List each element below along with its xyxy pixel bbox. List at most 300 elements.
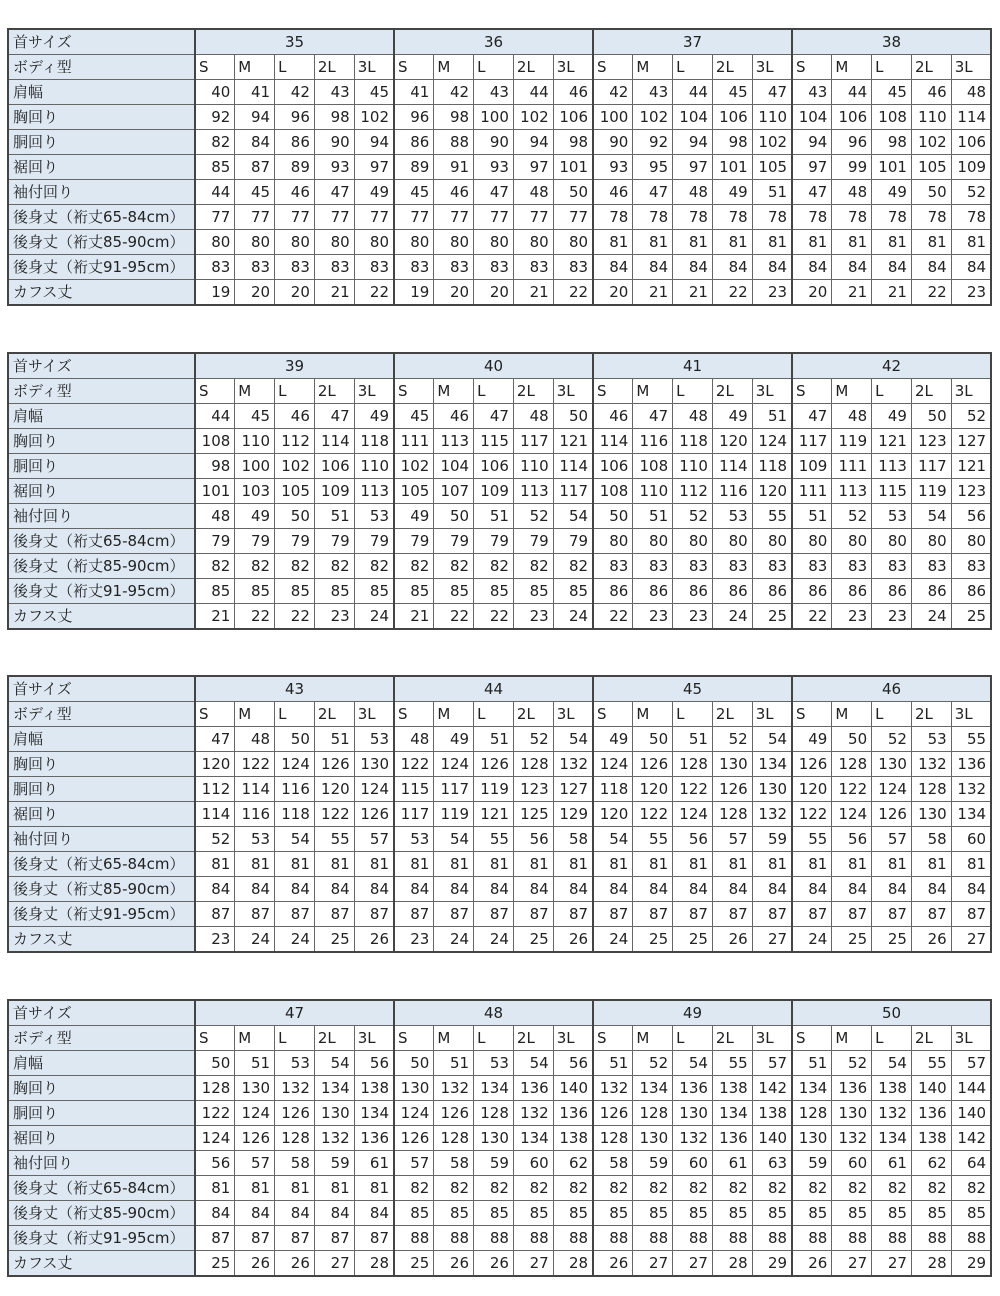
- measurement-value: 82: [434, 554, 474, 579]
- measurement-value: 51: [752, 180, 792, 205]
- body-type-label: ボディ型: [8, 379, 195, 404]
- body-type-cell: 3L: [951, 1026, 991, 1051]
- measurement-value: 79: [354, 529, 394, 554]
- measurement-row: [8, 504, 991, 529]
- measurement-label: 後身丈（裄丈65-84cm）: [8, 852, 195, 877]
- measurement-value: 55: [314, 827, 354, 852]
- measurement-value: 120: [195, 752, 235, 777]
- measurement-value: 29: [752, 1251, 792, 1277]
- measurement-value: 81: [832, 852, 872, 877]
- measurement-row: [8, 1226, 991, 1251]
- measurement-value: 49: [394, 504, 434, 529]
- measurement-value: 23: [673, 604, 713, 630]
- measurement-value: 27: [752, 927, 792, 953]
- measurement-label: 胴回り: [8, 130, 195, 155]
- measurement-row: [8, 1201, 991, 1226]
- measurement-label: 肩幅: [8, 1051, 195, 1076]
- measurement-value: 20: [275, 280, 315, 306]
- measurement-value: 81: [911, 230, 951, 255]
- body-type-cell: 2L: [911, 1026, 951, 1051]
- measurement-value: 110: [752, 105, 792, 130]
- measurement-value: 82: [474, 1176, 514, 1201]
- measurement-value: 81: [314, 1176, 354, 1201]
- measurement-value: 82: [354, 554, 394, 579]
- measurement-value: 60: [951, 827, 991, 852]
- measurement-value: 84: [434, 877, 474, 902]
- measurement-value: 22: [792, 604, 832, 630]
- measurement-value: 23: [752, 280, 792, 306]
- measurement-value: 128: [712, 802, 752, 827]
- measurement-value: 116: [235, 802, 275, 827]
- measurement-value: 104: [434, 454, 474, 479]
- neck-size-label: 首サイズ: [8, 676, 195, 702]
- measurement-value: 136: [553, 1101, 593, 1126]
- measurement-value: 132: [752, 802, 792, 827]
- measurement-value: 81: [275, 852, 315, 877]
- measurement-value: 50: [394, 1051, 434, 1076]
- measurement-value: 81: [513, 852, 553, 877]
- measurement-value: 107: [434, 479, 474, 504]
- measurement-row: [8, 1101, 991, 1126]
- measurement-value: 85: [434, 579, 474, 604]
- measurement-value: 126: [314, 752, 354, 777]
- measurement-value: 58: [275, 1151, 315, 1176]
- measurement-value: 117: [394, 802, 434, 827]
- measurement-value: 23: [195, 927, 235, 953]
- measurement-label: 胸回り: [8, 752, 195, 777]
- measurement-value: 51: [474, 504, 514, 529]
- body-type-cell: L: [872, 1026, 912, 1051]
- measurement-value: 87: [474, 902, 514, 927]
- measurement-value: 61: [712, 1151, 752, 1176]
- measurement-value: 21: [195, 604, 235, 630]
- measurement-value: 114: [314, 429, 354, 454]
- measurement-value: 97: [513, 155, 553, 180]
- measurement-value: 78: [752, 205, 792, 230]
- measurement-value: 54: [275, 827, 315, 852]
- measurement-value: 136: [911, 1101, 951, 1126]
- measurement-value: 24: [593, 927, 633, 953]
- measurement-value: 93: [474, 155, 514, 180]
- body-type-cell: M: [633, 55, 673, 80]
- body-type-cell: 2L: [712, 379, 752, 404]
- measurement-value: 138: [354, 1076, 394, 1101]
- measurement-value: 19: [195, 280, 235, 306]
- neck-size-header: 49: [593, 1000, 792, 1026]
- measurement-value: 84: [394, 877, 434, 902]
- measurement-value: 24: [275, 927, 315, 953]
- body-type-label: ボディ型: [8, 55, 195, 80]
- measurement-value: 126: [434, 1101, 474, 1126]
- measurement-row: [8, 877, 991, 902]
- neck-size-header: 36: [394, 29, 593, 55]
- measurement-value: 110: [633, 479, 673, 504]
- measurement-value: 111: [394, 429, 434, 454]
- measurement-value: 134: [752, 752, 792, 777]
- measurement-value: 83: [275, 255, 315, 280]
- body-type-cell: L: [474, 702, 514, 727]
- neck-size-header: 43: [195, 676, 394, 702]
- measurement-value: 84: [195, 877, 235, 902]
- measurement-value: 124: [434, 752, 474, 777]
- measurement-value: 81: [633, 230, 673, 255]
- measurement-value: 55: [951, 727, 991, 752]
- neck-size-header: 35: [195, 29, 394, 55]
- measurement-value: 20: [792, 280, 832, 306]
- measurement-value: 83: [752, 554, 792, 579]
- measurement-value: 49: [872, 180, 912, 205]
- neck-size-header: 48: [394, 1000, 593, 1026]
- measurement-value: 78: [673, 205, 713, 230]
- measurement-value: 77: [235, 205, 275, 230]
- measurement-value: 128: [633, 1101, 673, 1126]
- measurement-value: 120: [633, 777, 673, 802]
- measurement-value: 85: [872, 1201, 912, 1226]
- measurement-value: 24: [235, 927, 275, 953]
- measurement-value: 84: [513, 877, 553, 902]
- measurement-value: 81: [434, 852, 474, 877]
- measurement-value: 44: [673, 80, 713, 105]
- measurement-value: 81: [712, 852, 752, 877]
- measurement-value: 117: [553, 479, 593, 504]
- measurement-value: 88: [553, 1226, 593, 1251]
- measurement-value: 47: [314, 404, 354, 429]
- measurement-value: 83: [394, 255, 434, 280]
- measurement-value: 44: [832, 80, 872, 105]
- measurement-value: 105: [275, 479, 315, 504]
- measurement-value: 116: [712, 479, 752, 504]
- measurement-value: 49: [593, 727, 633, 752]
- measurement-value: 87: [752, 902, 792, 927]
- body-type-cell: M: [633, 379, 673, 404]
- measurement-value: 117: [911, 454, 951, 479]
- measurement-value: 52: [832, 1051, 872, 1076]
- body-type-cell: M: [434, 1026, 474, 1051]
- measurement-value: 78: [872, 205, 912, 230]
- measurement-value: 123: [951, 479, 991, 504]
- measurement-value: 46: [275, 180, 315, 205]
- measurement-value: 114: [951, 105, 991, 130]
- measurement-value: 128: [832, 752, 872, 777]
- measurement-row: [8, 604, 991, 630]
- measurement-label: 後身丈（裄丈65-84cm）: [8, 205, 195, 230]
- measurement-value: 81: [951, 852, 991, 877]
- measurement-value: 81: [235, 852, 275, 877]
- measurement-value: 132: [434, 1076, 474, 1101]
- measurement-value: 26: [792, 1251, 832, 1277]
- measurement-value: 100: [593, 105, 633, 130]
- measurement-label: 後身丈（裄丈85-90cm）: [8, 554, 195, 579]
- measurement-value: 45: [394, 404, 434, 429]
- body-type-cell: S: [792, 55, 832, 80]
- body-type-label: ボディ型: [8, 702, 195, 727]
- measurement-value: 136: [951, 752, 991, 777]
- measurement-value: 82: [593, 1176, 633, 1201]
- body-type-cell: L: [673, 1026, 713, 1051]
- measurement-value: 92: [195, 105, 235, 130]
- measurement-value: 44: [195, 180, 235, 205]
- measurement-value: 118: [752, 454, 792, 479]
- measurement-value: 100: [235, 454, 275, 479]
- measurement-value: 126: [235, 1126, 275, 1151]
- measurement-value: 78: [951, 205, 991, 230]
- body-type-cell: S: [593, 379, 633, 404]
- measurement-value: 124: [673, 802, 713, 827]
- measurement-value: 21: [832, 280, 872, 306]
- measurement-value: 43: [474, 80, 514, 105]
- body-type-cell: 3L: [553, 702, 593, 727]
- measurement-value: 82: [434, 1176, 474, 1201]
- measurement-value: 41: [394, 80, 434, 105]
- measurement-value: 119: [434, 802, 474, 827]
- measurement-value: 20: [474, 280, 514, 306]
- measurement-value: 108: [633, 454, 673, 479]
- measurement-value: 80: [434, 230, 474, 255]
- measurement-value: 80: [872, 529, 912, 554]
- measurement-value: 27: [872, 1251, 912, 1277]
- measurement-value: 25: [394, 1251, 434, 1277]
- measurement-value: 99: [832, 155, 872, 180]
- measurement-label: 袖付回り: [8, 504, 195, 529]
- body-type-cell: S: [394, 1026, 434, 1051]
- measurement-value: 85: [712, 1201, 752, 1226]
- measurement-value: 84: [314, 877, 354, 902]
- measurement-value: 56: [673, 827, 713, 852]
- measurement-value: 61: [872, 1151, 912, 1176]
- measurement-value: 84: [195, 1201, 235, 1226]
- measurement-label: 裾回り: [8, 479, 195, 504]
- measurement-row: [8, 1251, 991, 1277]
- size-table: [7, 352, 992, 630]
- measurement-value: 117: [434, 777, 474, 802]
- measurement-value: 23: [513, 604, 553, 630]
- measurement-value: 98: [314, 105, 354, 130]
- measurement-row: [8, 454, 991, 479]
- body-type-cell: S: [593, 1026, 633, 1051]
- measurement-value: 79: [474, 529, 514, 554]
- measurement-value: 122: [633, 802, 673, 827]
- body-type-cell: 3L: [951, 55, 991, 80]
- measurement-value: 50: [195, 1051, 235, 1076]
- measurement-value: 113: [513, 479, 553, 504]
- measurement-value: 128: [474, 1101, 514, 1126]
- measurement-value: 27: [951, 927, 991, 953]
- measurement-value: 77: [513, 205, 553, 230]
- measurement-value: 118: [673, 429, 713, 454]
- measurement-value: 87: [593, 902, 633, 927]
- measurement-value: 81: [872, 852, 912, 877]
- body-type-cell: 3L: [354, 55, 394, 80]
- body-type-cell: L: [275, 55, 315, 80]
- measurement-value: 46: [553, 80, 593, 105]
- measurement-value: 85: [195, 579, 235, 604]
- measurement-value: 55: [792, 827, 832, 852]
- measurement-value: 130: [354, 752, 394, 777]
- measurement-value: 85: [553, 579, 593, 604]
- measurement-value: 124: [275, 752, 315, 777]
- measurement-value: 57: [951, 1051, 991, 1076]
- measurement-value: 57: [712, 827, 752, 852]
- size-table: [7, 675, 992, 953]
- measurement-value: 80: [275, 230, 315, 255]
- measurement-value: 48: [673, 180, 713, 205]
- measurement-value: 84: [752, 877, 792, 902]
- measurement-value: 21: [633, 280, 673, 306]
- measurement-value: 84: [354, 877, 394, 902]
- measurement-value: 22: [235, 604, 275, 630]
- measurement-value: 52: [513, 727, 553, 752]
- measurement-value: 88: [951, 1226, 991, 1251]
- measurement-value: 85: [792, 1201, 832, 1226]
- measurement-value: 136: [832, 1076, 872, 1101]
- measurement-value: 50: [633, 727, 673, 752]
- measurement-value: 50: [275, 727, 315, 752]
- measurement-value: 86: [792, 579, 832, 604]
- measurement-value: 127: [553, 777, 593, 802]
- measurement-value: 80: [553, 230, 593, 255]
- measurement-value: 132: [951, 777, 991, 802]
- measurement-value: 77: [354, 205, 394, 230]
- measurement-value: 128: [593, 1126, 633, 1151]
- measurement-value: 49: [354, 404, 394, 429]
- measurement-value: 80: [792, 529, 832, 554]
- measurement-value: 81: [354, 852, 394, 877]
- measurement-value: 50: [553, 404, 593, 429]
- measurement-value: 85: [314, 579, 354, 604]
- measurement-row: [8, 1076, 991, 1101]
- measurement-value: 84: [593, 255, 633, 280]
- measurement-value: 123: [513, 777, 553, 802]
- measurement-value: 55: [911, 1051, 951, 1076]
- measurement-label: 裾回り: [8, 155, 195, 180]
- measurement-value: 101: [712, 155, 752, 180]
- measurement-value: 83: [354, 255, 394, 280]
- measurement-value: 115: [872, 479, 912, 504]
- measurement-value: 84: [911, 255, 951, 280]
- measurement-value: 132: [832, 1126, 872, 1151]
- measurement-value: 81: [673, 852, 713, 877]
- measurement-value: 80: [633, 529, 673, 554]
- measurement-value: 49: [712, 180, 752, 205]
- measurement-value: 50: [911, 404, 951, 429]
- measurement-label: 胸回り: [8, 1076, 195, 1101]
- neck-size-header: 45: [593, 676, 792, 702]
- measurement-value: 56: [354, 1051, 394, 1076]
- measurement-value: 28: [354, 1251, 394, 1277]
- measurement-value: 25: [513, 927, 553, 953]
- measurement-value: 82: [513, 554, 553, 579]
- body-type-cell: 2L: [513, 55, 553, 80]
- measurement-value: 85: [673, 1201, 713, 1226]
- measurement-value: 78: [633, 205, 673, 230]
- measurement-value: 43: [314, 80, 354, 105]
- measurement-value: 46: [434, 404, 474, 429]
- measurement-value: 62: [553, 1151, 593, 1176]
- neck-size-header: 39: [195, 353, 394, 379]
- measurement-value: 84: [752, 255, 792, 280]
- measurement-label: カフス丈: [8, 280, 195, 306]
- measurement-value: 120: [792, 777, 832, 802]
- measurement-value: 81: [712, 230, 752, 255]
- measurement-value: 96: [832, 130, 872, 155]
- neck-size-header: 44: [394, 676, 593, 702]
- measurement-value: 22: [275, 604, 315, 630]
- measurement-value: 77: [275, 205, 315, 230]
- measurement-value: 104: [792, 105, 832, 130]
- neck-size-header: 40: [394, 353, 593, 379]
- measurement-value: 95: [633, 155, 673, 180]
- measurement-value: 43: [633, 80, 673, 105]
- neck-size-row: [8, 29, 991, 55]
- measurement-value: 50: [593, 504, 633, 529]
- measurement-value: 57: [872, 827, 912, 852]
- body-type-cell: L: [474, 1026, 514, 1051]
- measurement-value: 108: [195, 429, 235, 454]
- body-type-cell: L: [275, 379, 315, 404]
- measurement-value: 77: [195, 205, 235, 230]
- body-type-cell: 2L: [314, 702, 354, 727]
- body-type-cell: L: [474, 379, 514, 404]
- body-type-cell: S: [195, 1026, 235, 1051]
- measurement-label: 胸回り: [8, 105, 195, 130]
- body-type-cell: M: [434, 55, 474, 80]
- measurement-value: 119: [474, 777, 514, 802]
- measurement-value: 49: [872, 404, 912, 429]
- measurement-value: 57: [235, 1151, 275, 1176]
- measurement-value: 106: [832, 105, 872, 130]
- measurement-value: 80: [951, 529, 991, 554]
- measurement-value: 81: [673, 230, 713, 255]
- measurement-value: 111: [792, 479, 832, 504]
- measurement-value: 124: [832, 802, 872, 827]
- measurement-value: 53: [911, 727, 951, 752]
- measurement-value: 26: [275, 1251, 315, 1277]
- measurement-value: 47: [792, 180, 832, 205]
- measurement-value: 81: [474, 852, 514, 877]
- measurement-value: 23: [872, 604, 912, 630]
- measurement-value: 25: [195, 1251, 235, 1277]
- measurement-value: 50: [553, 180, 593, 205]
- measurement-value: 27: [832, 1251, 872, 1277]
- measurement-value: 102: [394, 454, 434, 479]
- measurement-value: 119: [911, 479, 951, 504]
- measurement-value: 134: [712, 1101, 752, 1126]
- measurement-value: 47: [792, 404, 832, 429]
- measurement-value: 45: [394, 180, 434, 205]
- measurement-value: 84: [673, 255, 713, 280]
- measurement-value: 46: [911, 80, 951, 105]
- measurement-value: 88: [474, 1226, 514, 1251]
- measurement-value: 24: [354, 604, 394, 630]
- measurement-value: 24: [911, 604, 951, 630]
- measurement-value: 58: [593, 1151, 633, 1176]
- measurement-value: 126: [593, 1101, 633, 1126]
- measurement-value: 81: [275, 1176, 315, 1201]
- measurement-label: 胴回り: [8, 1101, 195, 1126]
- measurement-value: 80: [235, 230, 275, 255]
- measurement-value: 115: [474, 429, 514, 454]
- measurement-value: 84: [832, 877, 872, 902]
- measurement-value: 82: [513, 1176, 553, 1201]
- measurement-value: 82: [394, 1176, 434, 1201]
- measurement-value: 48: [513, 180, 553, 205]
- measurement-value: 116: [275, 777, 315, 802]
- measurement-value: 42: [593, 80, 633, 105]
- body-type-cell: L: [872, 379, 912, 404]
- measurement-value: 46: [434, 180, 474, 205]
- measurement-value: 94: [513, 130, 553, 155]
- measurement-value: 82: [752, 1176, 792, 1201]
